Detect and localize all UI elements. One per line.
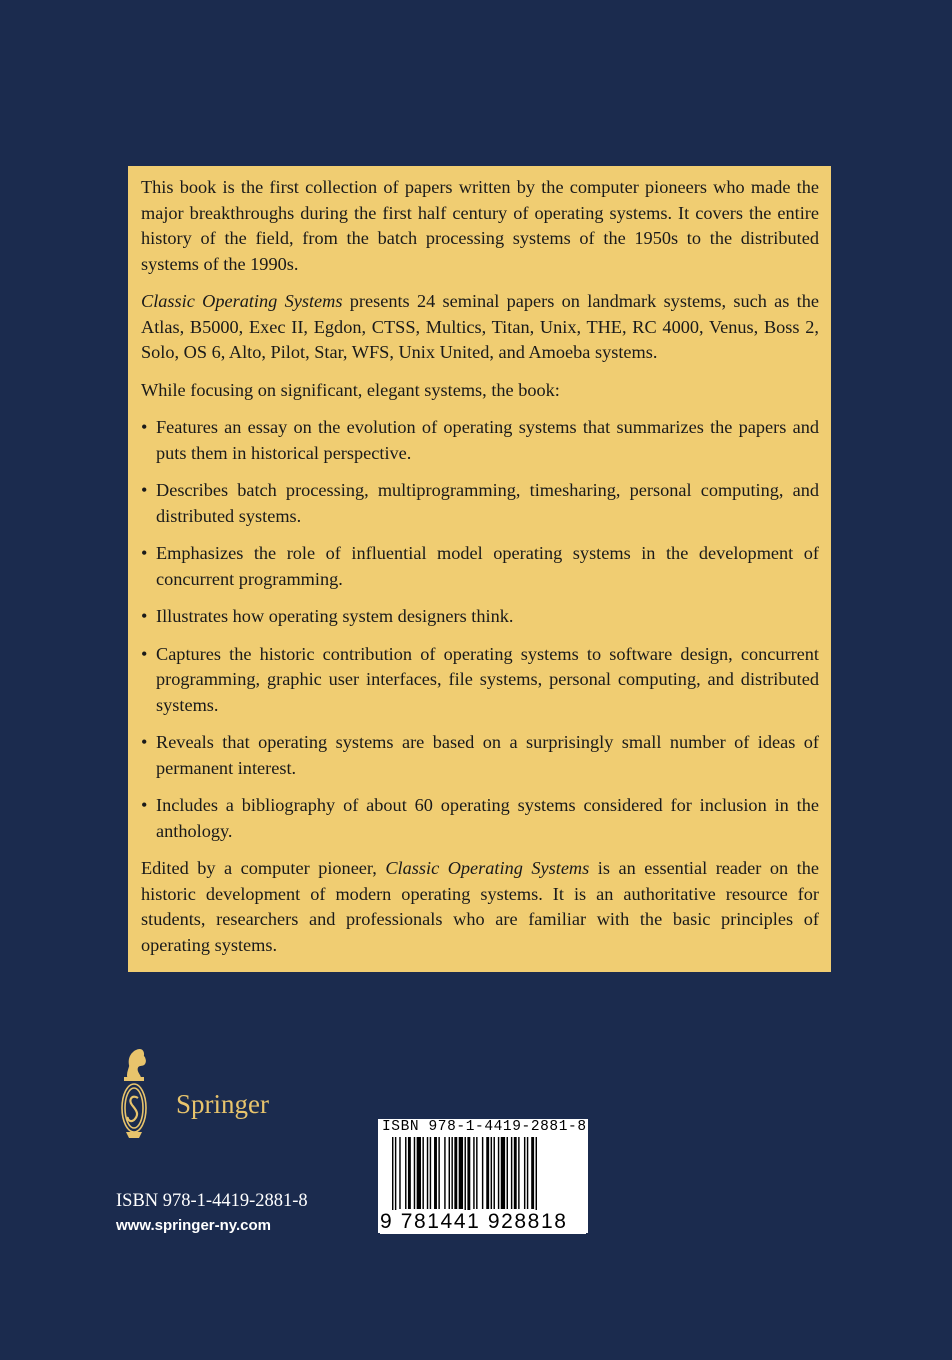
barcode-bar — [507, 1137, 508, 1209]
feature-item: • Describes batch processing, multiprogramming, timesharing, personal computing, and distributed systems. — [141, 480, 819, 526]
barcode-bar — [531, 1137, 534, 1209]
barcode-bar — [465, 1137, 466, 1215]
barcode-bar — [518, 1137, 519, 1209]
feature-item: • Emphasizes the role of influential model operating systems in the development of concurrent programming. — [141, 543, 819, 589]
barcode-bar — [494, 1137, 495, 1209]
closing-paragraph: Edited by a computer pioneer, Classic Operating Systems is an essential reader on the historic development of modern operating systems. It is an authoritative resource for students, researchers and professionals who are familiar with the basic principles of operating systems. — [141, 858, 819, 955]
bullet-marker: • — [141, 732, 148, 752]
feature-item: • Includes a bibliography of about 60 operating systems considered for inclusion in the anthology. — [141, 795, 819, 841]
barcode-isbn-label: ISBN 978-1-4419-2881-8 — [382, 1119, 587, 1135]
barcode-bar — [498, 1137, 499, 1209]
back-cover-blurb — [128, 166, 831, 972]
barcode-bar — [501, 1137, 505, 1209]
feature-item: • Illustrates how operating system designers think. — [141, 604, 819, 630]
publisher-url: www.springer-ny.com — [116, 1217, 272, 1234]
feature-item: • Features an essay on the evolution of operating systems that summarizes the papers and puts them in historical perspective. — [141, 417, 819, 463]
barcode-bar — [408, 1137, 411, 1209]
contents-text: presents 24 seminal papers on landmark systems, such as the Atlas, B5000, Exec II, Egdon, CTSS, Multics, Titan, Unix, THE, RC 4000, Venus, Boss 2, Solo, OS 6, Alto, Pilot, Star, WFS, Unix United, and Amoeba systems. — [141, 291, 819, 362]
barcode-bars-icon — [378, 1137, 588, 1215]
barcode-bar — [405, 1137, 406, 1209]
barcode-bar — [524, 1137, 525, 1209]
barcode-bar — [395, 1137, 396, 1215]
barcode-bar — [392, 1137, 393, 1215]
barcode-bar — [449, 1137, 450, 1209]
barcode-bar — [454, 1137, 457, 1209]
bullet-marker: • — [141, 795, 148, 815]
feature-item: • Captures the historic contribution of operating systems to software design, concurrent programming, graphic user interfaces, file systems, personal computing, and distributed systems. — [141, 643, 819, 715]
barcode-bar — [414, 1137, 415, 1209]
bullet-marker: • — [141, 606, 148, 626]
feature-item: • Reveals that operating systems are based on a surprisingly small number of ideas of permanent interest. — [141, 732, 819, 778]
barcode-bar — [430, 1137, 431, 1209]
barcode-bar — [482, 1137, 483, 1209]
barcode-bar — [467, 1137, 470, 1215]
barcode-bar — [476, 1137, 477, 1209]
barcode-bar — [514, 1137, 517, 1209]
isbn-barcode — [378, 1119, 588, 1233]
barcode-bar — [444, 1137, 445, 1209]
barcode-bar — [486, 1137, 489, 1209]
bullet-marker: • — [141, 417, 148, 437]
isbn-text: ISBN 978-1-4419-2881-8 — [116, 1191, 308, 1211]
book-title-italic: Classic Operating Systems — [385, 858, 590, 878]
barcode-bar — [527, 1137, 528, 1209]
barcode-digits: 9 781441 928818 — [380, 1210, 586, 1234]
bullet-marker: • — [141, 543, 148, 563]
contents-paragraph — [141, 289, 819, 366]
barcode-bar — [399, 1137, 400, 1209]
barcode-bar — [434, 1137, 437, 1209]
barcode-bar — [422, 1137, 423, 1209]
barcode-bar — [451, 1137, 452, 1209]
barcode-bar — [473, 1137, 474, 1209]
bullet-marker: • — [141, 643, 148, 664]
barcode-bar — [511, 1137, 512, 1209]
publisher-name: Springer — [176, 1089, 269, 1119]
lead-in-paragraph: While focusing on significant, elegant systems, the book: — [141, 379, 560, 400]
feature-list — [141, 415, 819, 844]
barcode-bar — [459, 1137, 463, 1209]
barcode-bar — [438, 1137, 439, 1209]
book-title-italic: Classic Operating Systems — [141, 291, 343, 311]
barcode-bar — [491, 1137, 492, 1209]
barcode-bar — [536, 1137, 537, 1215]
barcode-bar — [417, 1137, 421, 1209]
bullet-marker: • — [141, 480, 148, 500]
barcode-bar — [427, 1137, 428, 1209]
intro-paragraph: This book is the first collection of papers written by the computer pioneers who made the major breakthroughs during the first half century of operating systems. It covers the entire history of the field, from the batch processing systems of the 1950s to the distributed systems of the 1990s. — [141, 177, 819, 274]
